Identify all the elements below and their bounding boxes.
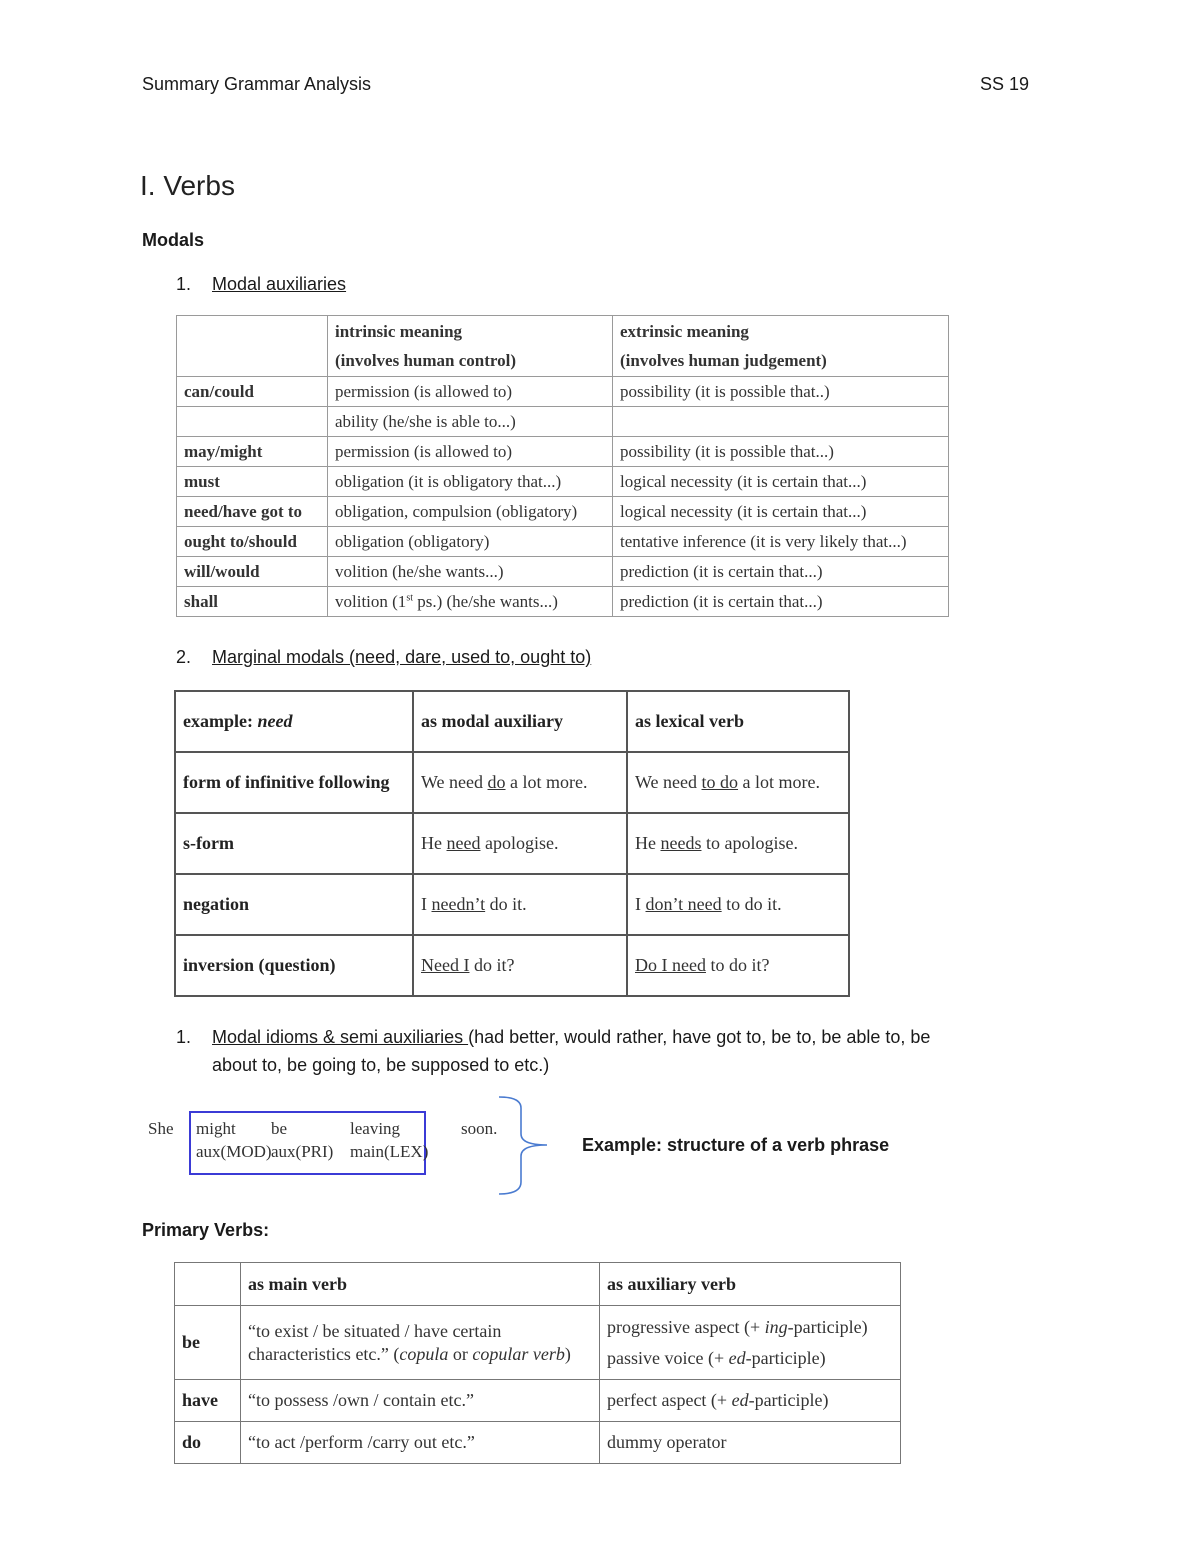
table-cell: obligation, compulsion (obligatory) <box>328 497 613 527</box>
vp-tag-lex: main(LEX) <box>350 1142 429 1161</box>
table-row <box>175 1306 901 1380</box>
modal-auxiliaries-table <box>176 315 949 617</box>
vp-tag-pri: aux(PRI) <box>271 1142 334 1161</box>
list-title: Modal auxiliaries <box>212 274 347 294</box>
table-row <box>177 377 949 407</box>
table-row <box>175 813 849 874</box>
table-cell <box>177 316 328 377</box>
curly-brace-icon <box>495 1094 555 1198</box>
table-header-extrinsic: extrinsic meaning (involves human judgement) <box>613 316 949 377</box>
table-cell: have <box>175 1380 241 1422</box>
table-cell: must <box>177 467 328 497</box>
table-header-row <box>175 691 849 752</box>
primary-verbs-table <box>174 1262 901 1464</box>
table-cell: prediction (it is certain that...) <box>613 587 949 617</box>
section-title: I. Verbs <box>140 170 235 201</box>
table-cell: logical necessity (it is certain that...) <box>613 497 949 527</box>
table-cell: volition (1st ps.) (he/she wants...) <box>328 587 613 617</box>
list-number: 1. <box>176 1027 192 1047</box>
table-cell: ability (he/she is able to...) <box>328 407 613 437</box>
list-title: Modal idioms & semi auxiliaries (had better, would rather, have got to, be to, be able to, be <box>212 1027 931 1047</box>
list-number: 1. <box>176 274 192 294</box>
table-cell: be <box>175 1306 241 1380</box>
table-cell: obligation (it is obligatory that...) <box>328 467 613 497</box>
table-header-aux: as auxiliary verb <box>600 1263 901 1306</box>
table-row <box>175 1422 901 1464</box>
table-cell: We need to do a lot more. <box>627 752 849 813</box>
table-row <box>177 497 949 527</box>
table-cell: possibility (it is possible that..) <box>613 377 949 407</box>
vp-tag-mod: aux(MOD) <box>196 1142 272 1161</box>
table-cell: ought to/should <box>177 527 328 557</box>
table-cell: obligation (obligatory) <box>328 527 613 557</box>
table-header-lexical: as lexical verb <box>627 691 849 752</box>
vp-word-might: might <box>196 1119 236 1138</box>
table-row <box>177 437 949 467</box>
table-cell <box>175 1263 241 1306</box>
list-number: 2. <box>176 647 192 667</box>
table-row <box>177 527 949 557</box>
table-row <box>175 1380 901 1422</box>
table-cell: permission (is allowed to) <box>328 377 613 407</box>
table-cell: will/would <box>177 557 328 587</box>
table-cell: dummy operator <box>600 1422 901 1464</box>
table-header-main: as main verb <box>241 1263 600 1306</box>
vp-word-be: be <box>271 1119 288 1138</box>
vp-subject: She <box>148 1119 174 1138</box>
table-cell: s-form <box>175 813 413 874</box>
list-title-continuation: about to, be going to, be supposed to etc.) <box>212 1055 550 1075</box>
vp-adverb: soon. <box>461 1119 498 1138</box>
marginal-modals-table <box>174 690 850 997</box>
page-header-title: Summary Grammar Analysis <box>142 74 372 94</box>
table-cell: Need I do it? <box>413 935 627 996</box>
table-cell: We need do a lot more. <box>413 752 627 813</box>
table-row <box>177 467 949 497</box>
verb-phrase-caption: Example: structure of a verb phrase <box>582 1135 890 1155</box>
table-cell: form of infinitive following <box>175 752 413 813</box>
table-cell: tentative inference (it is very likely that...) <box>613 527 949 557</box>
table-row <box>175 935 849 996</box>
table-cell: inversion (question) <box>175 935 413 996</box>
table-header-intrinsic: intrinsic meaning (involves human control) <box>328 316 613 377</box>
table-cell: do <box>175 1422 241 1464</box>
table-header-row <box>177 316 949 377</box>
table-cell: can/could <box>177 377 328 407</box>
table-cell: Do I need to do it? <box>627 935 849 996</box>
table-cell: progressive aspect (+ ing-participle) passive voice (+ ed-participle) <box>600 1306 901 1380</box>
table-cell: permission (is allowed to) <box>328 437 613 467</box>
table-cell: shall <box>177 587 328 617</box>
primary-verbs-heading: Primary Verbs: <box>142 1220 270 1240</box>
table-header-modal: as modal auxiliary <box>413 691 627 752</box>
table-cell: prediction (it is certain that...) <box>613 557 949 587</box>
table-cell: possibility (it is possible that...) <box>613 437 949 467</box>
table-cell: need/have got to <box>177 497 328 527</box>
table-cell: “to possess /own / contain etc.” <box>241 1380 600 1422</box>
page-header-semester: SS 19 <box>980 74 1030 94</box>
table-cell: “to act /perform /carry out etc.” <box>241 1422 600 1464</box>
table-cell <box>177 407 328 437</box>
table-cell: He need apologise. <box>413 813 627 874</box>
table-header-example: example: need <box>175 691 413 752</box>
table-cell: “to exist / be situated / have certain characteristics etc.” (copula or copular verb) <box>241 1306 600 1380</box>
table-cell: perfect aspect (+ ed-participle) <box>600 1380 901 1422</box>
table-row <box>177 587 949 617</box>
table-cell: I don’t need to do it. <box>627 874 849 935</box>
table-row <box>175 874 849 935</box>
table-cell: negation <box>175 874 413 935</box>
table-cell: logical necessity (it is certain that...) <box>613 467 949 497</box>
table-cell: may/might <box>177 437 328 467</box>
list-title: Marginal modals (need, dare, used to, ought to) <box>212 647 592 667</box>
modals-heading: Modals <box>142 230 205 250</box>
table-cell: volition (he/she wants...) <box>328 557 613 587</box>
vp-word-leaving: leaving <box>350 1119 401 1138</box>
table-cell: I needn’t do it. <box>413 874 627 935</box>
table-cell: He needs to apologise. <box>627 813 849 874</box>
table-cell <box>613 407 949 437</box>
table-row <box>177 557 949 587</box>
table-header-row <box>175 1263 901 1306</box>
table-row <box>175 752 849 813</box>
table-row <box>177 407 949 437</box>
